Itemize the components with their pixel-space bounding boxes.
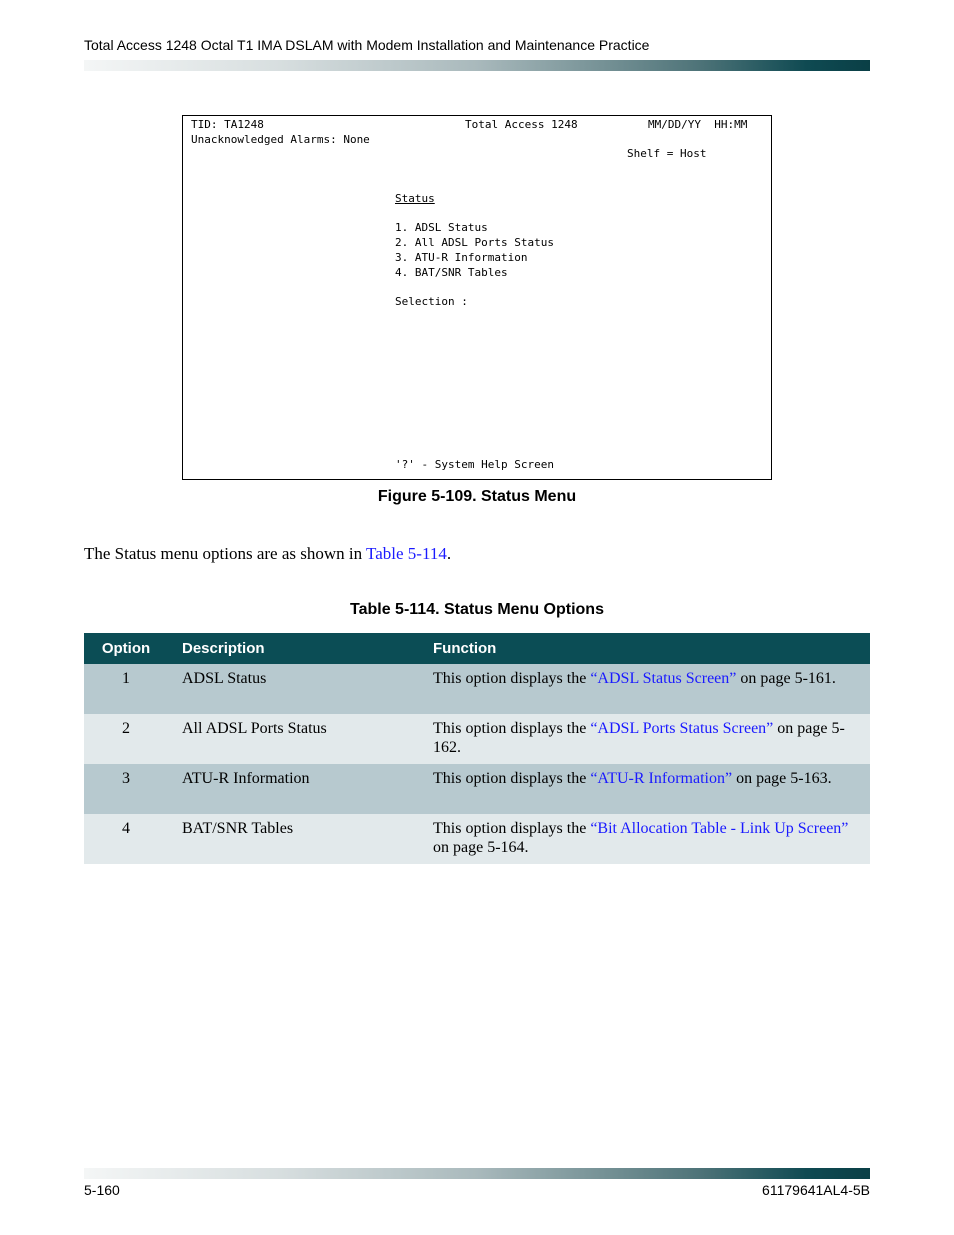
footer-rule-bar (84, 1168, 870, 1179)
table-caption: Table 5-114. Status Menu Options (350, 601, 604, 618)
option-cell: 4 (84, 814, 168, 864)
function-link[interactable]: “ADSL Ports Status Screen” (590, 720, 774, 737)
function-cell (419, 764, 870, 814)
function-cell (419, 814, 870, 864)
option-cell: 1 (84, 664, 168, 714)
function-text: This option displays the (433, 670, 591, 687)
body-text-before: The Status menu options are as shown in (84, 544, 367, 563)
status-menu-options-table (84, 633, 870, 864)
function-link[interactable]: “ADSL Status Screen” (590, 670, 737, 687)
function-text: This option displays the (433, 820, 591, 837)
terminal-screen (182, 115, 772, 480)
terminal-product: Total Access 1248 (465, 118, 578, 131)
function-cell (419, 664, 870, 714)
table-row (84, 814, 870, 864)
terminal-datetime: MM/DD/YY HH:MM (648, 118, 748, 131)
function-cell (419, 714, 870, 764)
body-paragraph (84, 544, 451, 564)
page-number: 5-160 (84, 1182, 120, 1198)
running-header-title: Total Access 1248 Octal T1 IMA DSLAM with Modem Installation and Maintenance Practice (84, 37, 650, 53)
table-reference-link[interactable]: Table 5-114 (366, 544, 447, 563)
terminal-help-hint: '?' - System Help Screen (395, 458, 554, 471)
table-row (84, 664, 870, 714)
function-link[interactable]: “ATU-R Information” (590, 770, 733, 787)
function-page-ref: on page 5-163. (732, 770, 832, 787)
function-page-ref: on page 5-161. (736, 670, 836, 687)
terminal-menu-title: Status (395, 192, 435, 205)
option-cell: 3 (84, 764, 168, 814)
header-option: Option (84, 633, 168, 664)
terminal-menu-item-3: 3. ATU-R Information (395, 251, 528, 264)
terminal-alarms: Unacknowledged Alarms: None (191, 133, 370, 146)
header-rule-bar (84, 60, 870, 71)
figure-caption: Figure 5-109. Status Menu (377, 488, 577, 505)
body-text-after: . (446, 544, 452, 563)
description-cell: BAT/SNR Tables (168, 814, 419, 864)
document-number: 61179641AL4-5B (762, 1182, 870, 1198)
description-cell: ADSL Status (168, 664, 419, 714)
terminal-menu-item-2: 2. All ADSL Ports Status (395, 236, 554, 249)
table-header-row (84, 633, 870, 664)
function-page-ref: on page 5-164. (433, 839, 529, 856)
terminal-menu-item-4: 4. BAT/SNR Tables (395, 266, 508, 279)
option-cell: 2 (84, 714, 168, 764)
header-function: Function (419, 633, 870, 664)
terminal-tid: TID: TA1248 (191, 118, 264, 131)
terminal-menu-item-1: 1. ADSL Status (395, 221, 488, 234)
function-link[interactable]: “Bit Allocation Table - Link Up Screen” (590, 820, 849, 837)
table-row (84, 764, 870, 814)
terminal-selection-prompt: Selection : (395, 295, 468, 308)
terminal-shelf: Shelf = Host (627, 147, 707, 160)
header-description: Description (168, 633, 419, 664)
function-text: This option displays the (433, 770, 591, 787)
function-text: This option displays the (433, 720, 591, 737)
description-cell: All ADSL Ports Status (168, 714, 419, 764)
description-cell: ATU-R Information (168, 764, 419, 814)
function-page-ref: on page 5-162. (433, 720, 845, 756)
table-row (84, 714, 870, 764)
